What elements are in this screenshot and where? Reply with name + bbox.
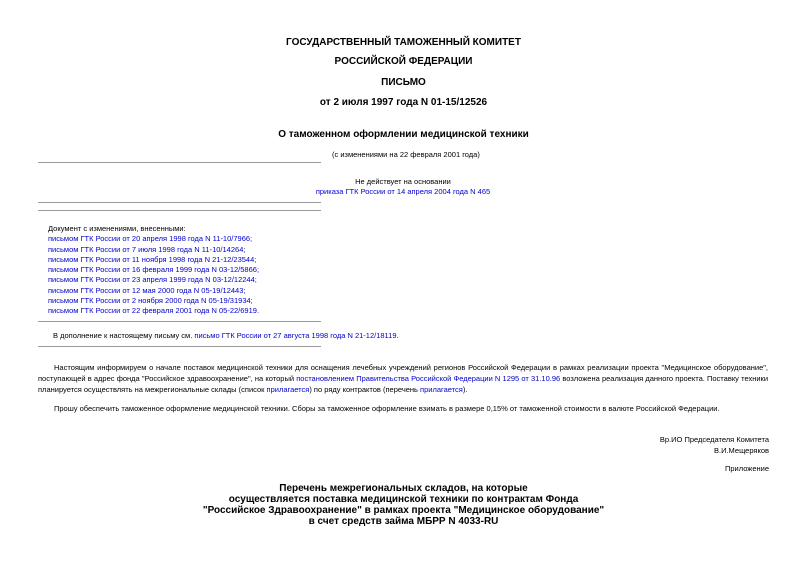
p1-text-b: возложена реализация данного проекта. Поставку техники планируется осуществлять на межрегиональные склады (список	[38, 374, 769, 394]
changes-list	[48, 224, 259, 317]
changes-intro: Документ с изменениями, внесенными:	[48, 224, 186, 233]
header-line-2: РОССИЙСКОЙ ФЕДЕРАЦИИ	[334, 56, 473, 67]
list-title-line: Перечень межрегиональных складов, на которые	[279, 483, 528, 494]
separator	[38, 346, 321, 347]
header-line-1: ГОСУДАРСТВЕННЫЙ ТАМОЖЕННЫЙ КОМИТЕТ	[286, 37, 521, 48]
appendix-label: Приложение	[725, 464, 769, 473]
addition-link[interactable]: письмо ГТК России от 27 августа 1998 года N 21-12/18119	[194, 331, 397, 340]
list-title-line: осуществляется поставка медицинской техники по контрактам Фонда	[228, 494, 579, 505]
list-title-line: в счет средств займа МБРР N 4033-RU	[308, 516, 499, 527]
amended-note: (с изменениями на 22 февраля 2001 года)	[332, 150, 480, 159]
change-link[interactable]: письмом ГТК России от 12 мая 2000 года N 05-19/12443;	[48, 285, 246, 295]
list-title	[0, 483, 807, 527]
separator	[38, 162, 321, 163]
header-line-4: от 2 июля 1997 года N 01-15/12526	[319, 97, 488, 108]
document-title: О таможенном оформлении медицинской техники	[278, 129, 529, 140]
change-link[interactable]: письмом ГТК России от 7 июля 1998 года N 11-10/14264;	[48, 244, 246, 254]
p1-link-decree[interactable]: постановлением Правительства Российской Федерации N 1295 от 31.10.96	[296, 374, 561, 383]
p1-link-contracts[interactable]: прилагается	[420, 385, 463, 394]
list-title-line: "Российское Здравоохранение" в рамках проекта "Медицинское оборудование"	[202, 505, 605, 516]
p1-link-list[interactable]: прилагается	[266, 385, 310, 394]
invalid-notice-text: Не действует на основании	[355, 177, 451, 186]
separator	[38, 210, 321, 211]
invalid-notice-link[interactable]: приказа ГТК России от 14 апреля 2004 года N 465	[315, 187, 491, 196]
p1-text-c: ) по ряду контрактов (перечень	[309, 385, 418, 394]
change-link[interactable]: письмом ГТК России от 20 апреля 1998 года N 11-10/7966;	[48, 234, 253, 244]
addition-suffix: .	[396, 331, 399, 340]
p1-text-a: Настоящим информируем о начале поставок медицинской техники для оснащения лечебных учреждений регионов Российской Федерации в рамках реализации проекта "Медицинское оборудование", поступающей в адрес фонда "Российское здравоохранение", на который	[38, 363, 768, 383]
body-paragraph-1	[38, 362, 768, 395]
signature-block	[660, 434, 769, 456]
body-paragraph-2: Прошу обеспечить таможенное оформление медицинской техники. Сборы за таможенное оформление взимать в размере 0,15% от таможенной стоимости в валюте Российской Федерации.	[54, 404, 720, 413]
addition-prefix: В дополнение к настоящему письму см.	[53, 331, 193, 340]
change-link[interactable]: письмом ГТК России от 23 апреля 1999 года N 03-12/12244;	[48, 275, 257, 285]
change-link[interactable]: письмом ГТК России от 16 февраля 1999 года N 03-12/5866;	[48, 265, 260, 275]
change-link[interactable]: письмом ГТК России от 11 ноября 1998 года N 21-12/23544;	[48, 254, 257, 264]
separator	[38, 321, 321, 322]
change-link[interactable]: письмом ГТК России от 22 февраля 2001 года N 05-22/6919.	[48, 306, 260, 316]
signature-name: В.И.Мещеряков	[714, 446, 769, 455]
p1-text-d: ).	[462, 385, 468, 394]
invalid-notice	[280, 177, 526, 197]
header-line-3: ПИСЬМО	[381, 77, 426, 88]
addition-note	[53, 331, 399, 340]
separator	[38, 202, 321, 203]
change-link[interactable]: письмом ГТК России от 2 ноября 2000 года N 05-19/31934;	[48, 296, 253, 306]
signature-position: Вр.ИО Председателя Комитета	[659, 435, 769, 444]
